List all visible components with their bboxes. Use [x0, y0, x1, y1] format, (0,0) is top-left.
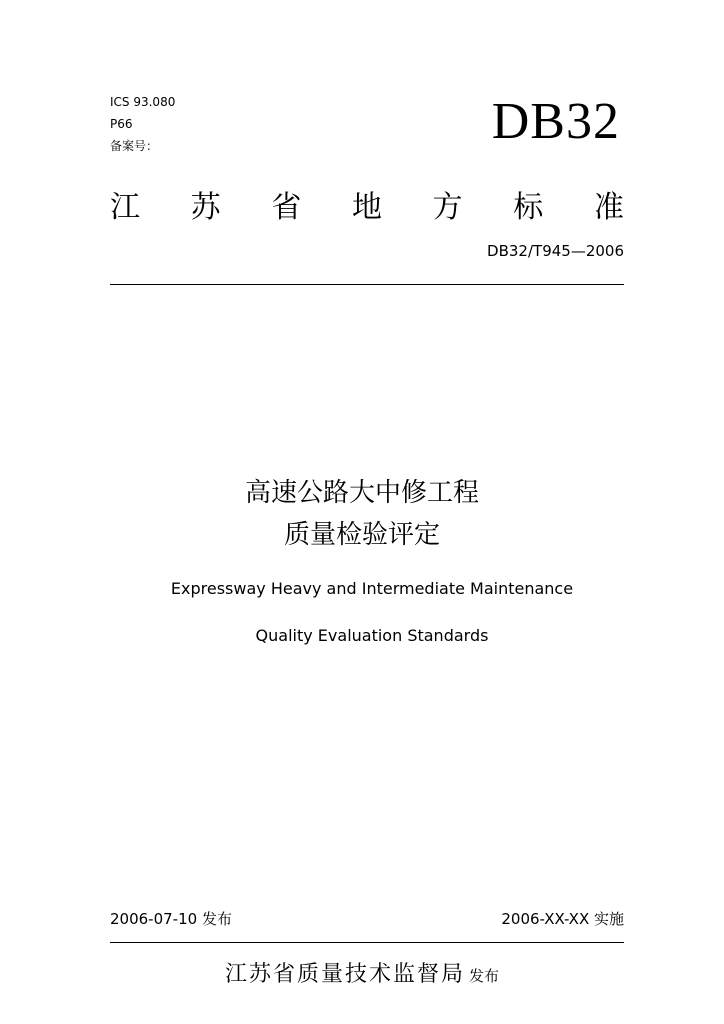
authority-char: 地	[351, 190, 382, 225]
publisher-line	[0, 958, 724, 993]
title-english-line-2: Quality Evaluation Standards	[255, 626, 489, 645]
title-english-line-1: Expressway Heavy and Intermediate Maintenance	[170, 579, 574, 598]
title-chinese-line-2: 质量检验评定	[283, 520, 440, 550]
ics-number: ICS 93.080	[110, 95, 176, 109]
standard-number: DB32/T945—2006	[487, 242, 624, 260]
authority-title	[110, 186, 624, 230]
issue-date: 2006-07-10 发布	[110, 910, 232, 928]
authority-char: 江	[110, 190, 140, 225]
category-code: P66	[110, 117, 133, 131]
top-divider	[110, 284, 624, 285]
title-chinese-line-1: 高速公路大中修工程	[244, 478, 479, 508]
authority-char: 方	[432, 190, 463, 225]
bottom-divider	[110, 942, 624, 943]
authority-char: 苏	[190, 190, 221, 225]
implementation-date: 2006-XX-XX 实施	[501, 910, 624, 928]
publisher-suffix: 发布	[469, 967, 500, 985]
authority-char: 标	[513, 190, 544, 225]
publisher-name: 江苏省质量技术监督局	[224, 962, 465, 987]
standard-code-logo: DB32	[491, 93, 620, 150]
filing-number-label: 备案号：	[110, 139, 159, 153]
authority-char: 省	[271, 190, 302, 225]
authority-char: 准	[593, 190, 624, 225]
